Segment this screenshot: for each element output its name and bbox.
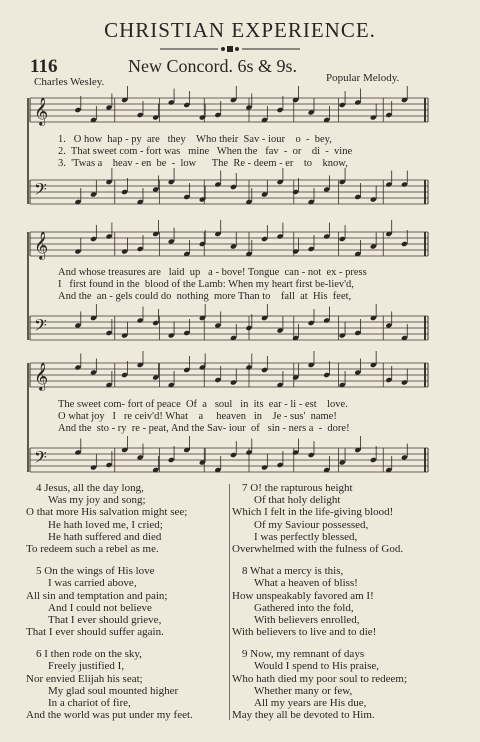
lyric-line: And the sto - ry re - peat, And the Sav- iour of sin - ners a - dore! — [58, 423, 350, 434]
verse-line: 6 I then rode on the sky, — [36, 648, 142, 661]
verse-line: He hath suffered and died — [48, 530, 162, 543]
lyric-line: And whose treasures are laid up a - bove! Tongue can - not ex - press — [58, 267, 367, 278]
verse-line: I was perfectly blessed, — [254, 530, 358, 543]
svg-text:𝄢: 𝄢 — [34, 447, 47, 471]
lyric-line: And the an - gels could do nothing more Than to fall at His feet, — [58, 291, 352, 302]
verse-line: All sin and temptation and pain; — [26, 589, 168, 602]
author-credit: Charles Wesley. — [34, 76, 105, 88]
verse-line: All my years are His due, — [254, 697, 367, 709]
svg-text:𝄞: 𝄞 — [34, 362, 49, 390]
lyric-line: 3. 'Twas a heav - en be - low The Re - deem - er to know, — [58, 158, 348, 169]
verse-line: 5 On the wings of His love — [36, 565, 155, 578]
verse-line: 4 Jesus, all the day long, — [36, 482, 144, 494]
tune-name: New Concord. 6s & 9s. — [128, 56, 297, 76]
verse-line: To redeem such a rebel as me. — [26, 542, 159, 555]
verse-line: And the world was put under my feet. — [26, 709, 193, 722]
verse-line: Of my Saviour possessed, — [254, 518, 369, 531]
verse-line: Who hath died my poor soul to redeem; — [232, 672, 408, 685]
verse-line: Overwhelmed with the fulness of God. — [232, 542, 404, 555]
verse-line: Nor envied Elijah his seat; — [26, 672, 143, 685]
verses-right-column — [232, 482, 462, 721]
section-title: CHRISTIAN EXPERIENCE. — [104, 18, 376, 42]
verse-line: Freely justified I, — [48, 660, 125, 673]
verse-line: 8 What a mercy is this, — [242, 565, 344, 578]
verse-line: Would I spend to His praise, — [254, 660, 379, 673]
verse-line: Was my joy and song; — [48, 494, 146, 507]
svg-text:𝄢: 𝄢 — [34, 315, 47, 339]
verse-line: That I ever should grieve, — [48, 613, 162, 626]
verse-line: And I could not believe — [48, 601, 152, 614]
melody-credit: Popular Melody. — [326, 72, 400, 84]
verse-line: What a heaven of bliss! — [254, 577, 358, 590]
lyric-line: 2. That sweet com - fort was mine When the fav - or di - vine — [58, 146, 353, 157]
verse-line: 7 O! the rapturous height — [242, 482, 353, 494]
verse-line: I was carried above, — [48, 577, 137, 590]
verse-line: Which I felt in the life-giving blood! — [232, 506, 394, 519]
verse-line: With believers enrolled, — [254, 613, 360, 626]
verse-line: 9 Now, my remnant of days — [242, 648, 365, 661]
verse-line: Gathered into the fold, — [254, 601, 354, 614]
svg-text:𝄞: 𝄞 — [34, 231, 49, 259]
verse-line: He hath loved me, I cried; — [48, 518, 163, 531]
lyric-line: I first found in the blood of the Lamb: When my heart first be-liev'd, — [58, 279, 354, 290]
verse-line: Whether many or few, — [254, 684, 353, 697]
hymn-number: 116 — [30, 56, 58, 77]
lyric-line: 1. O how hap - py are they Who their Sav - iour o - bey, — [58, 134, 332, 145]
verse-line: That I ever should suffer again. — [26, 626, 164, 639]
lyric-line: The sweet com- fort of peace Of a soul in its ear - li - est love. — [58, 399, 348, 410]
verses-left-column — [26, 482, 226, 721]
column-divider — [229, 484, 230, 720]
verse-line: May they all be devoted to Him. — [232, 709, 375, 722]
lyric-line: O what joy I re ceiv'd! What a heaven in Je - sus' name! — [58, 411, 337, 422]
verse-line: Of that holy delight — [254, 494, 341, 507]
svg-text:𝄢: 𝄢 — [34, 179, 47, 203]
svg-text:𝄞: 𝄞 — [34, 97, 49, 125]
verse-line: In a chariot of fire, — [48, 697, 131, 709]
verse-line: O that more His salvation might see; — [26, 506, 188, 519]
verse-line: My glad soul mounted higher — [48, 684, 179, 697]
verse-line: With believers to live and to die! — [232, 626, 377, 639]
verse-line: How unspeakably favored am I! — [232, 589, 374, 602]
